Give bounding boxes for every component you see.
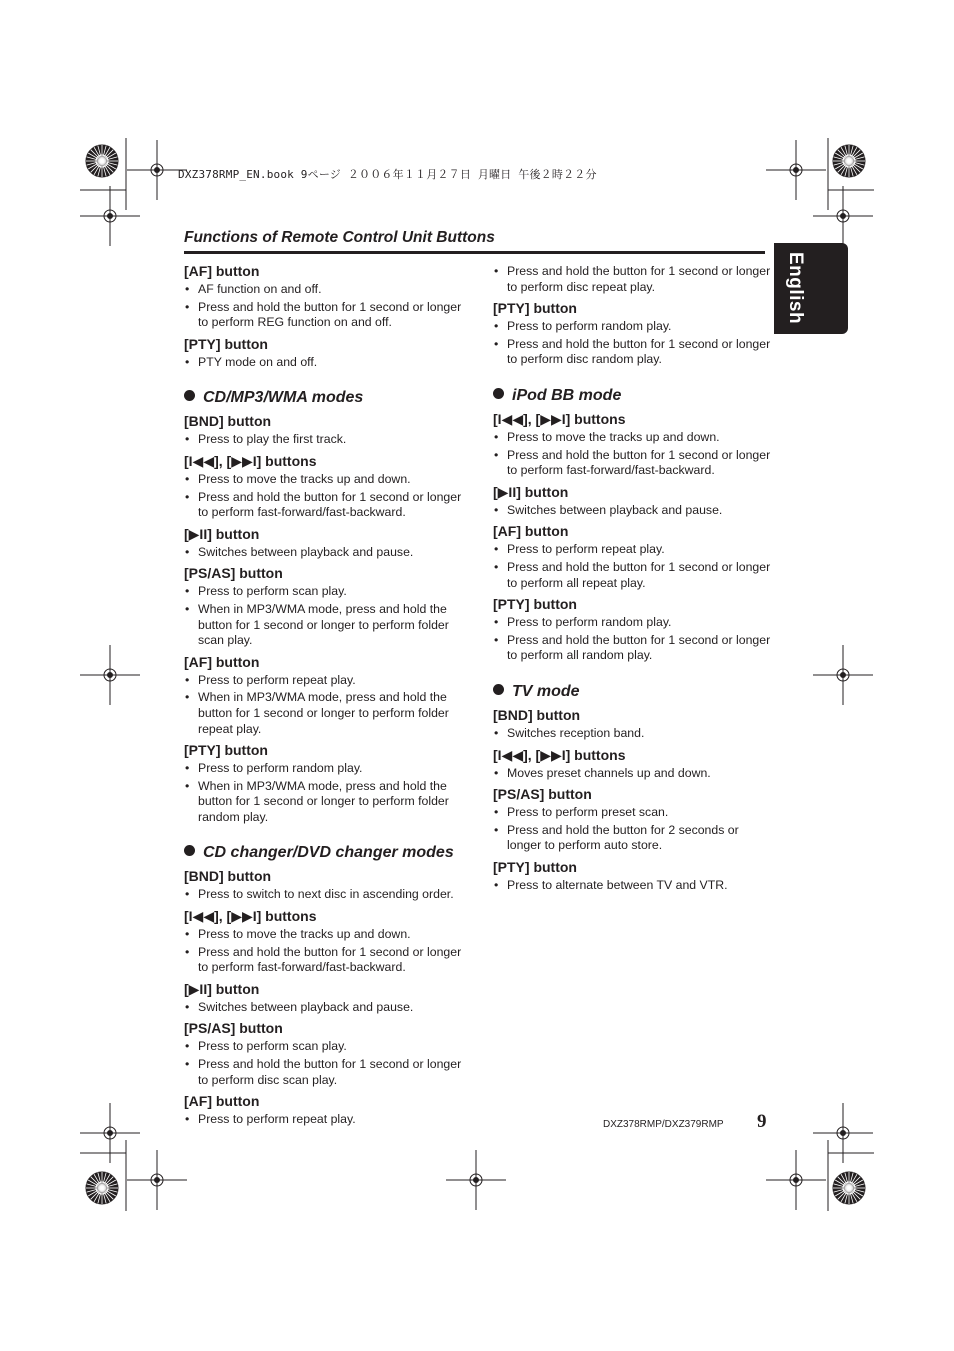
button-heading: [▶II] button xyxy=(184,525,260,542)
right-column xyxy=(493,262,773,893)
language-tab xyxy=(774,243,848,334)
bullet-item: • Press to perform repeat play. xyxy=(493,542,773,558)
page-title: Functions of Remote Control Unit Buttons xyxy=(184,229,495,246)
button-heading: [BND] button xyxy=(184,868,272,885)
mode-section-heading xyxy=(184,388,464,408)
bullet-item: • Switches between playback and pause. xyxy=(184,545,464,561)
bullet-item: • PTY mode on and off. xyxy=(184,355,464,371)
bullet-item: • When in MP3/WMA mode, press and hold the button for 1 second or longer to perform folder random play. xyxy=(184,779,464,826)
bullet-dot-icon xyxy=(493,684,504,695)
button-heading: [AF] button xyxy=(493,523,569,540)
title-rule xyxy=(184,251,765,254)
bullet-item: • Switches reception band. xyxy=(493,726,773,742)
button-heading: [PS/AS] button xyxy=(493,786,592,803)
button-heading: [I◀◀], [▶▶I] buttons xyxy=(493,746,626,763)
bullet-item: • Switches between playback and pause. xyxy=(493,503,773,519)
button-heading: [PS/AS] button xyxy=(184,1020,283,1037)
button-heading: [I◀◀], [▶▶I] buttons xyxy=(184,908,317,925)
bullet-item: • Press to perform preset scan. xyxy=(493,805,773,821)
bullet-item: • Press to move the tracks up and down. xyxy=(184,927,464,943)
bullet-item: • Press and hold the button for 1 second or longer to perform fast-forward/fast-backward. xyxy=(184,945,464,976)
button-heading: [AF] button xyxy=(184,1093,260,1110)
bullet-item: • Switches between playback and pause. xyxy=(184,1000,464,1016)
button-heading: [PTY] button xyxy=(493,858,577,875)
mode-section-label: CD/MP3/WMA modes xyxy=(203,389,364,407)
model-number: DXZ378RMP/DXZ379RMP xyxy=(603,1119,724,1130)
bullet-item: • Press to move the tracks up and down. xyxy=(184,472,464,488)
bullet-item: • Press to perform random play. xyxy=(493,319,773,335)
bullet-item: • Press and hold the button for 1 second or longer to perform fast-forward/fast-backward. xyxy=(184,490,464,521)
bullet-item: • Press to perform random play. xyxy=(493,615,773,631)
button-heading: [PTY] button xyxy=(184,335,268,352)
button-heading: [I◀◀], [▶▶I] buttons xyxy=(184,452,317,469)
button-heading: [PTY] button xyxy=(493,596,577,613)
bullet-item: • Press to switch to next disc in ascending order. xyxy=(184,887,464,903)
button-heading: [AF] button xyxy=(184,653,260,670)
bullet-item: • Press to alternate between TV and VTR. xyxy=(493,878,773,894)
bullet-item: • Press and hold the button for 1 second or longer to perform disc random play. xyxy=(493,337,773,368)
bullet-item: • Press and hold the button for 1 second or longer to perform REG function on and off. xyxy=(184,300,464,331)
bullet-dot-icon xyxy=(493,388,504,399)
print-header-line: DXZ378RMP_EN.book 9ページ ２００６年１１月２７日 月曜日 午後２時２２分 xyxy=(178,168,597,181)
button-heading: [▶II] button xyxy=(493,483,569,500)
button-heading: [PTY] button xyxy=(184,742,268,759)
bullet-item: • Press to perform scan play. xyxy=(184,584,464,600)
left-column xyxy=(184,262,464,1128)
mode-section-heading xyxy=(493,682,773,702)
bullet-item: • Press and hold the button for 1 second or longer to perform all repeat play. xyxy=(493,560,773,591)
mode-section-heading xyxy=(493,386,773,406)
mode-section-label: iPod BB mode xyxy=(512,386,622,404)
button-heading: [PS/AS] button xyxy=(184,565,283,582)
bullet-item: • Press to perform repeat play. xyxy=(184,1112,464,1128)
bullet-item: • Press and hold the button for 1 second or longer to perform fast-forward/fast-backward. xyxy=(493,448,773,479)
bullet-dot-icon xyxy=(184,390,195,401)
button-heading: [I◀◀], [▶▶I] buttons xyxy=(493,410,626,427)
bullet-item: • Press and hold the button for 1 second or longer to perform disc scan play. xyxy=(184,1057,464,1088)
page-number: 9 xyxy=(757,1111,767,1132)
bullet-item: • Press and hold the button for 1 second or longer to perform all random play. xyxy=(493,633,773,664)
button-heading: [BND] button xyxy=(184,413,272,430)
bullet-item: • AF function on and off. xyxy=(184,282,464,298)
bullet-item: • When in MP3/WMA mode, press and hold the button for 1 second or longer to perform folder repeat play. xyxy=(184,690,464,737)
mode-section-heading xyxy=(184,843,464,863)
bullet-item: • Press to play the first track. xyxy=(184,432,464,448)
bullet-item: • Moves preset channels up and down. xyxy=(493,766,773,782)
button-heading: [AF] button xyxy=(184,263,260,279)
bullet-item: • Press to perform scan play. xyxy=(184,1039,464,1055)
language-tab-label: English xyxy=(785,251,806,325)
button-heading: [BND] button xyxy=(493,706,581,723)
mode-section-label: TV mode xyxy=(512,682,580,700)
bullet-item: • Press to perform repeat play. xyxy=(184,673,464,689)
bullet-item: • When in MP3/WMA mode, press and hold the button for 1 second or longer to perform folder scan play. xyxy=(184,602,464,649)
bullet-item: • Press to move the tracks up and down. xyxy=(493,430,773,446)
button-heading: [▶II] button xyxy=(184,980,260,997)
bullet-item: • Press to perform random play. xyxy=(184,761,464,777)
button-heading: [PTY] button xyxy=(493,300,577,317)
bullet-dot-icon xyxy=(184,845,195,856)
bullet-item: • Press and hold the button for 1 second or longer to perform disc repeat play. xyxy=(493,264,773,295)
mode-section-label: CD changer/DVD changer modes xyxy=(203,844,454,862)
bullet-item: • Press and hold the button for 2 seconds or longer to perform auto store. xyxy=(493,823,773,854)
